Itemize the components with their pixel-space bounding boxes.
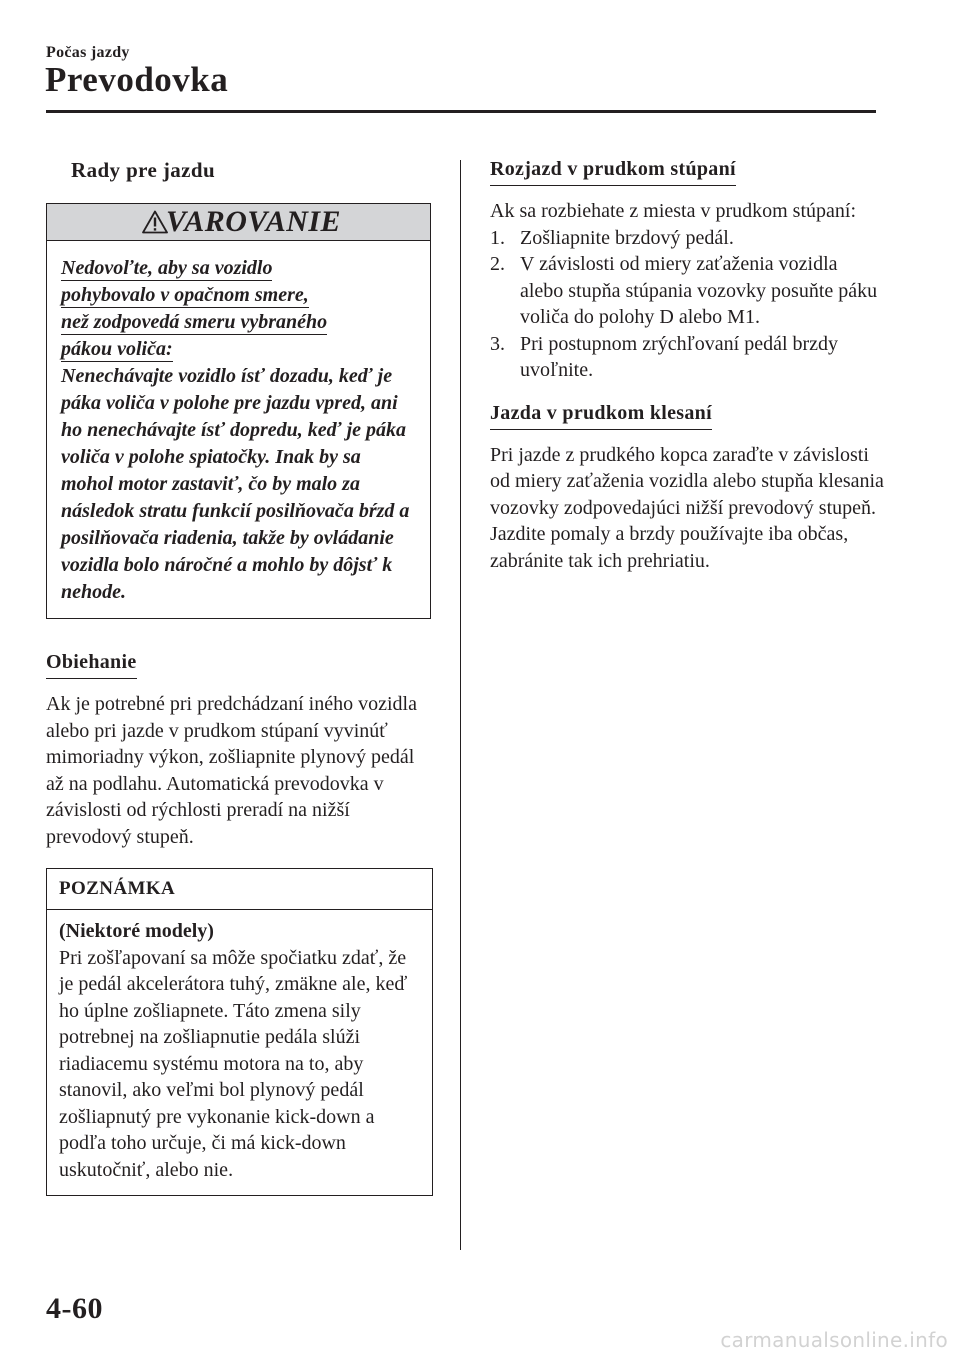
note-text: Pri zošľapovaní sa môže spočiatku zdať, že je pedál akcelerátora tuhý, zmäkne ale, keď ho úplne zošliapnete. Táto zmena sily potrebnej na zošliapnutie pedála slúži riadiacemu systému motora na to, aby stanovil, ako veľmi bol plynový pedál zošliapnutý pre vykonanie kick-down a podľa toho určuje, či má kick-down uskutočniť, alebo nie. bbox=[59, 946, 408, 1181]
warning-title: VAROVANIE bbox=[165, 205, 342, 238]
section-heading-uphill: Rozjazd v prudkom stúpaní bbox=[490, 158, 736, 186]
warning-triangle-icon bbox=[142, 210, 168, 234]
breadcrumb: Počas jazdy bbox=[46, 44, 130, 61]
warning-lead-line: pohybovalo v opačnom smere, bbox=[61, 284, 309, 306]
note-subtitle: (Niektoré modely) bbox=[59, 920, 214, 942]
downhill-text: Pri jazde z prudkého kopca zaraďte v závislosti od miery zaťaženia vozidla alebo stupňa klesania vozovky zodpovedajúci nižší prevodový stupeň. Jazdite pomaly a brzdy používajte iba občas, zabránite tak ich prehriatiu. bbox=[490, 443, 884, 572]
section-heading-overtaking: Obiehanie bbox=[46, 651, 137, 679]
note-title: POZNÁMKA bbox=[47, 869, 432, 910]
uphill-steps bbox=[490, 225, 885, 384]
column-divider bbox=[460, 160, 461, 1250]
note-box bbox=[46, 868, 433, 1196]
list-item: 1. Zošliapnite brzdový pedál. bbox=[490, 226, 734, 249]
right-column bbox=[490, 158, 885, 574]
warning-lead-line: Nedovoľte, aby sa vozidlo bbox=[61, 257, 273, 279]
warning-text: Nenechávajte vozidlo ísť dozadu, keď je páka voliča v polohe pre jazdu vpred, ani ho nenechávajte ísť dopredu, keď je páka voliča v polohe spiatočky. Inak by sa mohol motor zastaviť, čo by malo za následok stratu funkcií posilňovača bŕzd a posilňovača riadenia, takže by ovládanie vozidla bolo náročné a mohlo by dôjsť k nehode. bbox=[61, 365, 410, 603]
list-item: 2. V závislosti od miery zaťaženia vozidla alebo stupňa stúpania vozovky posuňte páku voliča do polohy D alebo M1. bbox=[490, 253, 878, 328]
title-rule bbox=[46, 110, 876, 113]
note-body bbox=[47, 910, 432, 1195]
section-heading-downhill: Jazda v prudkom klesaní bbox=[490, 402, 712, 430]
uphill-intro: Ak sa rozbiehate z miesta v prudkom stúpaní: bbox=[490, 200, 857, 222]
warning-lead-line: než zodpovedá smeru vybraného bbox=[61, 311, 328, 333]
warning-header bbox=[47, 204, 430, 241]
overtaking-text: Ak je potrebné pri predchádzaní iného vozidla alebo pri jazde v prudkom stúpaní vyvinúť mimoriadny výkon, zošliapnite plynový pedál až na podlahu. Automatická prevodovka v závislosti od rýchlosti preradí na nižší prevodový stupeň. bbox=[46, 693, 417, 848]
warning-box bbox=[46, 203, 431, 619]
list-item: 3. Pri postupnom zrýchľovaní pedál brzdy uvoľnite. bbox=[490, 332, 839, 381]
page-title: Prevodovka bbox=[45, 60, 229, 99]
left-column bbox=[46, 158, 431, 1196]
page-number: 4-60 bbox=[46, 1292, 103, 1325]
watermark: carmanualsonline.info bbox=[720, 1328, 948, 1352]
warning-body bbox=[47, 241, 430, 618]
warning-lead-line: pákou voliča: bbox=[61, 338, 173, 360]
subsection-title: Rady pre jazdu bbox=[71, 158, 216, 182]
